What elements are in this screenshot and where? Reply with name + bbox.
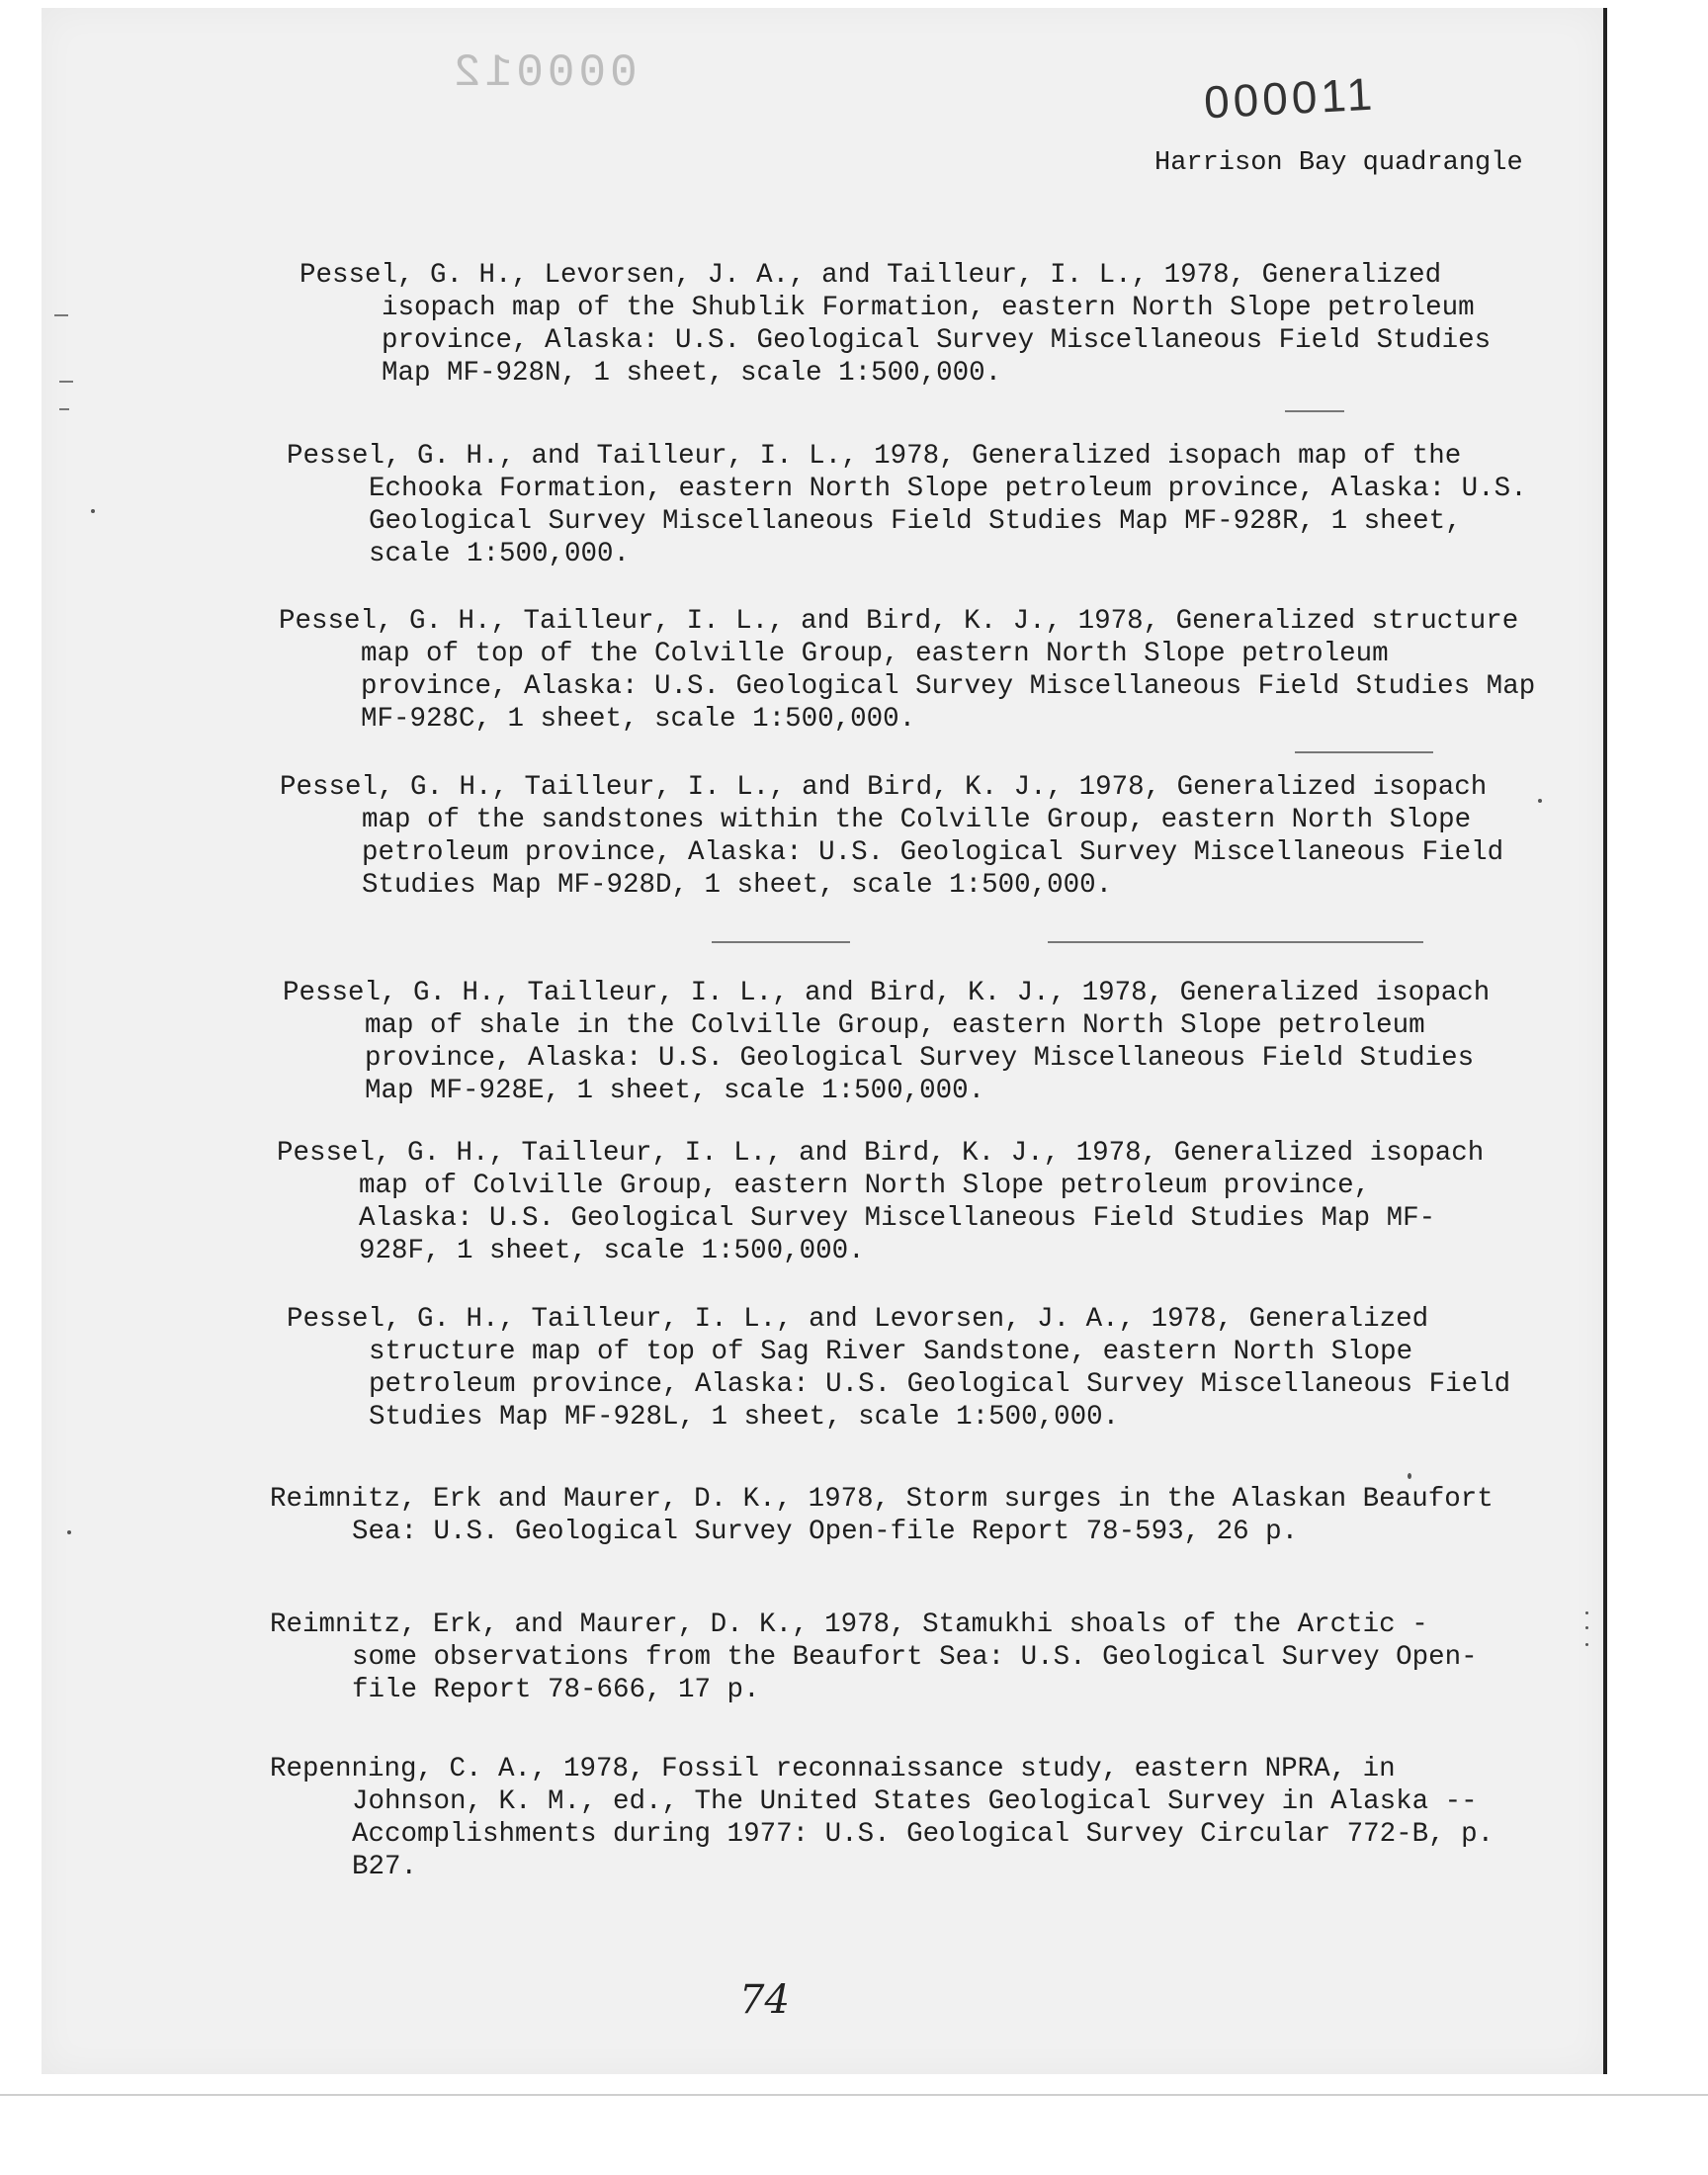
reference-entry: Pessel, G. H., Tailleur, I. L., and Bird, K. J., 1978, Generalized isopach map of shale in the Colville Group, eastern North Slope petroleum province, Alaska: U.S. Geological Survey Miscellaneous Field Studies Map MF-928E, 1 sheet, scale 1:500,000. (283, 978, 1491, 1106)
reference-entry: Reimnitz, Erk, and Maurer, D. K., 1978, Stamukhi shoals of the Arctic - some observations from the Beaufort Sea: U.S. Geological Survey Open-file Report 78-666, 17 p. (270, 1610, 1478, 1705)
scan-mark (59, 408, 69, 410)
scan-mark (1048, 941, 1423, 943)
scan-speck (1538, 799, 1542, 803)
reference-entry: Pessel, G. H., Tailleur, I. L., and Levorsen, J. A., 1978, Generalized structure map of top of Sag River Sandstone, eastern North Slope petroleum province, Alaska: U.S. Geological Survey Miscellaneous Field Studies Map MF-928L, 1 sheet, scale 1:500,000. (287, 1304, 1511, 1433)
quadrangle-heading: Harrison Bay quadrangle (1154, 148, 1523, 178)
scan-mark (1295, 751, 1433, 753)
scan-speck (1585, 1643, 1588, 1646)
scan-speck (91, 509, 95, 513)
scan-mark (59, 381, 73, 383)
page-number: 74 (739, 1977, 790, 2023)
mirrored-stamp-number: 000012 (450, 47, 638, 99)
scan-speck (1408, 1473, 1411, 1479)
reference-entry: Repenning, C. A., 1978, Fossil reconnaissance study, eastern NPRA, in Johnson, K. M., ed., The United States Geological Survey in Alaska -- Accomplishments during 1977: U.S. Geological Survey Circular 772-B, p. B27. (270, 1754, 1494, 1882)
scan-mark (712, 941, 850, 943)
scan-speck (67, 1530, 71, 1534)
reference-entry: Pessel, G. H., Tailleur, I. L., and Bird, K. J., 1978, Generalized structure map of top of the Colville Group, eastern North Slope petroleum province, Alaska: U.S. Geological Survey Miscellaneous Field Studies Map MF-928C, 1 sheet, scale 1:500,000. (279, 606, 1536, 735)
stamp-number: 000011 (1202, 67, 1378, 129)
scan-speck (1585, 1626, 1588, 1629)
reference-entry: Pessel, G. H., Tailleur, I. L., and Bird, K. J., 1978, Generalized isopach map of Colville Group, eastern North Slope petroleum province, Alaska: U.S. Geological Survey Miscellaneous Field Studies Map MF-928F, 1 sheet, scale 1:500,000. (277, 1138, 1485, 1266)
scan-speck (1585, 1611, 1588, 1614)
reference-entry: Reimnitz, Erk and Maurer, D. K., 1978, Storm surges in the Alaskan Beaufort Sea: U.S. Geological Survey Open-file Report 78-593, 26 p. (270, 1484, 1494, 1547)
reference-entry: Pessel, G. H., and Tailleur, I. L., 1978, Generalized isopach map of the Echooka Formation, eastern North Slope petroleum province, Alaska: U.S. Geological Survey Miscellaneous Field Studies Map MF-928R, 1 sheet, scale 1:500,000. (287, 441, 1527, 569)
scan-mark (54, 314, 68, 316)
page-edge-divider (0, 2094, 1708, 2096)
scan-mark (1285, 410, 1344, 412)
reference-entry: Pessel, G. H., Levorsen, J. A., and Tailleur, I. L., 1978, Generalized isopach map of the Shublik Formation, eastern North Slope petroleum province, Alaska: U.S. Geological Survey Miscellaneous Field Studies Map MF-928N, 1 sheet, scale 1:500,000. (299, 260, 1492, 389)
reference-entry: Pessel, G. H., Tailleur, I. L., and Bird, K. J., 1978, Generalized isopach map of the sandstones within the Colville Group, eastern North Slope petroleum province, Alaska: U.S. Geological Survey Miscellaneous Field Studies Map MF-928D, 1 sheet, scale 1:500,000. (280, 772, 1504, 901)
